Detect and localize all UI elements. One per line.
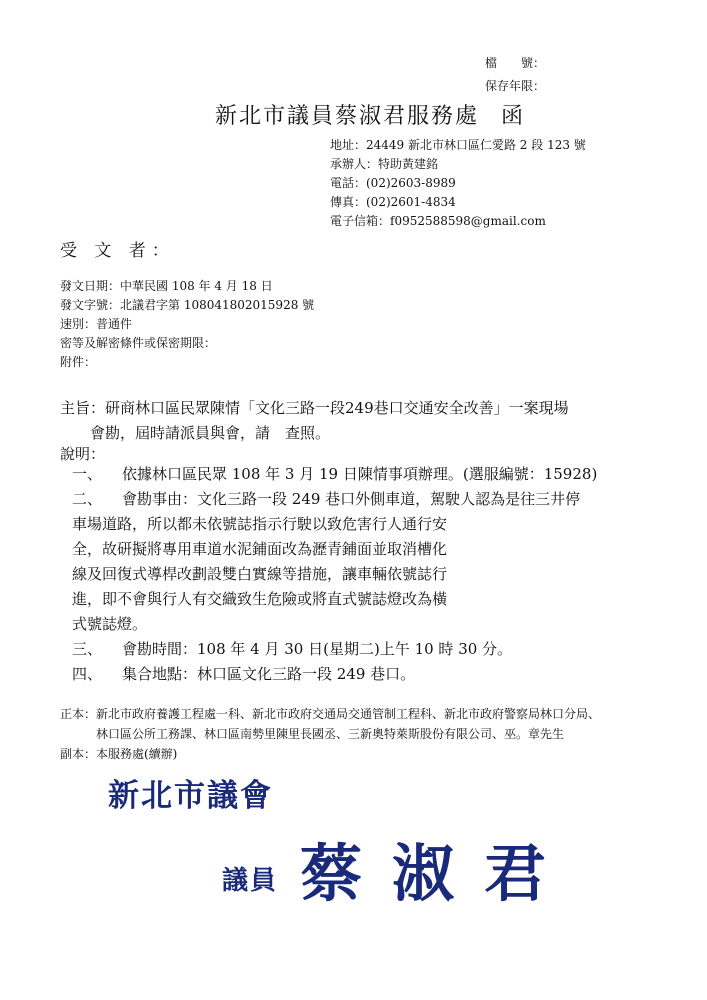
explanation-item: 二、 會勘事由： 文化三路一段 249 巷口外側車道，駕駛人認為是往三井停 [72,490,581,508]
explanation-item-continuation: 全，故研擬將專用車道水泥鋪面改為瀝青鋪面並取消槽化 [72,540,448,558]
attachment: 附件： [60,355,97,369]
fax: 傳真：(02)2601-4834 [330,195,456,209]
explanation-label: 說明： [60,445,106,463]
speed-class: 速別：普通件 [60,317,133,331]
subject [60,396,660,446]
phone: 電話：(02)2603-8989 [330,176,456,190]
address: 地址：24449 新北市林口區仁愛路 2 段 123 號 [330,138,586,152]
retention-period-label: 保存年限： [485,79,546,93]
explanation-item-continuation: 車場道路，所以都未依號誌指示行駛以致危害行人通行安 [72,515,448,533]
original-recipients-continued: 林口區公所工務課、林口區南勢里陳里長國丞、三新奧特萊斯股份有限公司、巫。章先生 [96,727,565,741]
document-number: 發文字號：北議君字第 108041802015928 號 [60,298,315,312]
file-number-label: 檔 號： [485,56,546,70]
explanation-item-continuation: 式號誌燈。 [72,615,148,633]
councilor-title-stamp: 議員 [222,866,279,896]
contact-block [330,136,586,231]
subject-line-1: 主旨：研商林口區民眾陳情「文化三路一段249巷口交通安全改善」一案現場 [60,399,569,417]
explanation-item: 一、 依據林口區民眾 108 年 3 月 19 日陳情事項辦理。(選服編號：15928) [72,465,598,483]
recipient-label: 受 文 者： [60,241,175,261]
copy-recipients: 副本：本服務處(續辦) [60,747,178,761]
document-title [215,99,525,130]
copies-block [60,704,660,764]
explanation-item: 四、 集合地點：林口區文化三路一段 249 巷口。 [72,665,416,683]
issue-date: 發文日期：中華民國 108 年 4 月 18 日 [60,279,273,293]
organization-name: 新北市議員蔡淑君服務處 [215,104,480,129]
councilor-name-stamp: 蔡淑君 [300,837,577,910]
explanation-items [72,462,662,687]
subject-line-2: 會勘，屆時請派員與會，請 查照。 [90,424,331,442]
email: 電子信箱：f0952588598@gmail.com [330,214,546,228]
explanation-item: 三、 會勘時間：108 年 4 月 30 日(星期二)上午 10 時 30 分。 [72,640,513,658]
secrecy-level: 密等及解密條件或保密期限： [60,336,217,350]
explanation-item-continuation: 線及回復式導桿改劃設雙白實線等措施，讓車輛依號誌行 [72,565,448,583]
handler: 承辦人：特助黃建銘 [330,157,439,171]
document-meta [60,277,314,372]
archive-info [485,52,545,98]
explanation-item-continuation: 進，即不會與行人有交織致生危險或將直式號誌燈改為橫 [72,590,448,608]
document-type: 函 [501,104,526,129]
council-stamp: 新北市議會 [108,778,273,814]
original-recipients: 正本：新北市政府養護工程處一科、新北市政府交通局交通管制工程科、新北市政府警察局林口分局、 [60,707,601,721]
